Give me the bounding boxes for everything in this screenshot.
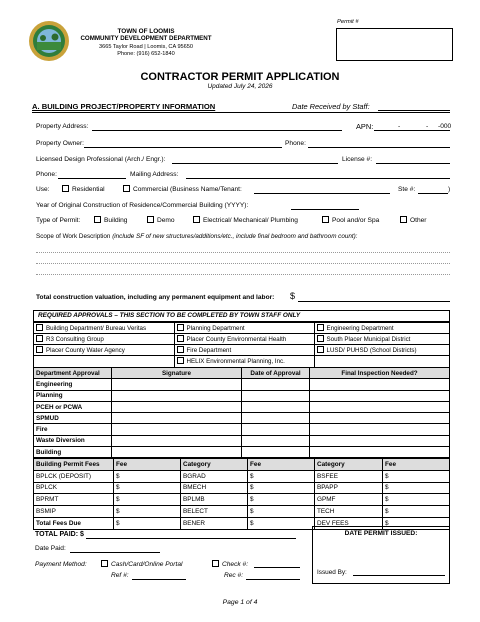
payment-method-label: Payment Method: xyxy=(35,561,87,568)
emp-checkbox[interactable] xyxy=(193,216,200,223)
property-owner-field[interactable] xyxy=(84,147,282,148)
demo-checkbox[interactable] xyxy=(147,216,154,223)
town-name: TOWN OF LOOMIS xyxy=(117,28,175,35)
dept-approval-table: Department Approval Signature Date of Approval Final Inspection Needed? Engineering Planning PCEH or PCWA SPMUD Fire Waste Diversion Building xyxy=(33,367,450,458)
pool-checkbox[interactable] xyxy=(322,216,329,223)
licensed-designer-field[interactable] xyxy=(172,163,338,164)
fees-table: Building Permit Fees Fee Category Fee Category Fee BPLCK (DEPOSIT) $ BGRAD $ BSFEE $ BPLCK $ BMECH $ BPAPP $ BPRMT $ BPLMB $ GPMF $ BSMIP $ BELECT $ TECH $ Total Fees Due $ BENER $ DEV FEES $ xyxy=(33,458,450,530)
mailing-address-field[interactable] xyxy=(186,178,450,179)
agency-checkbox[interactable] xyxy=(36,346,43,353)
table-row: BPRMT $ BPLMB $ GPMF $ xyxy=(34,494,450,506)
dept-address: 3665 Taylor Road | Loomis, CA 95650 xyxy=(98,44,194,50)
ref-field[interactable] xyxy=(132,579,186,580)
date-paid-label: Date Paid: xyxy=(35,545,66,552)
card-checkbox[interactable] xyxy=(101,560,108,567)
approvals-box xyxy=(33,310,450,368)
table-row: SPMUD xyxy=(34,413,450,424)
scope-line-2[interactable] xyxy=(36,263,450,264)
approvals-table: Building Department/ Bureau Veritas Planning Department Engineering Department R3 Consulting Group Placer County Environmental Health South Placer Municipal District Placer County Water Agency Fire Department LUSD/ PUHSD (School Districts) HELIX Environmental Planning, Inc. xyxy=(34,322,449,367)
payment-card-option[interactable]: Cash/Card/Online Portal xyxy=(101,560,182,568)
rec-label: Rec #: xyxy=(224,572,244,579)
valuation-dollar: $ xyxy=(290,291,296,301)
permit-number-label: Permit # xyxy=(337,19,359,25)
permit-type-building[interactable]: Building xyxy=(94,216,127,224)
agency-checkbox[interactable] xyxy=(317,335,324,342)
year-original-field[interactable] xyxy=(291,209,359,210)
license-field[interactable] xyxy=(376,163,450,164)
agency-checkbox[interactable] xyxy=(317,346,324,353)
agency-checkbox[interactable] xyxy=(177,346,184,353)
ste-close: ) xyxy=(448,186,451,193)
rec-field[interactable] xyxy=(246,579,300,580)
permit-type-other[interactable]: Other xyxy=(400,216,427,224)
agency-checkbox[interactable] xyxy=(177,335,184,342)
designer-phone-label: Phone: xyxy=(36,171,57,178)
owner-phone-label: Phone: xyxy=(285,140,306,147)
table-row: Engineering xyxy=(34,379,450,390)
date-received-label: Date Received by Staff: xyxy=(292,102,370,111)
table-row: BPLCK $ BMECH $ BPAPP $ xyxy=(34,482,450,494)
commercial-checkbox[interactable] xyxy=(123,185,130,192)
total-paid-field[interactable] xyxy=(86,538,296,539)
apn-label: APN: xyxy=(356,122,374,131)
use-label: Use: xyxy=(36,186,50,193)
check-number-field[interactable] xyxy=(254,567,300,568)
scope-line-3[interactable] xyxy=(36,274,450,275)
dept-name: COMMUNITY DEVELOPMENT DEPARTMENT xyxy=(80,35,212,42)
year-original-label: Year of Original Construction of Residence/Commercial Building (YYYY): xyxy=(36,202,249,209)
agency-checkbox[interactable] xyxy=(36,335,43,342)
date-issued-box xyxy=(312,526,450,584)
property-owner-label: Property Owner: xyxy=(36,140,85,147)
town-seal-icon xyxy=(28,20,70,62)
table-row: Waste Diversion xyxy=(34,435,450,446)
use-residential[interactable]: Residential xyxy=(62,185,105,193)
licensed-designer-label: Licensed Design Professional (Arch./ Engr.): xyxy=(36,156,166,163)
apn-field[interactable] xyxy=(374,130,450,131)
table-row: Building xyxy=(34,447,450,458)
permit-type-demo[interactable]: Demo xyxy=(147,216,175,224)
mailing-address-label: Mailing Address: xyxy=(130,171,179,178)
designer-phone-field[interactable] xyxy=(58,178,126,179)
scope-line-1[interactable] xyxy=(36,252,450,253)
license-label: License #: xyxy=(342,156,373,163)
agency-checkbox[interactable] xyxy=(36,324,43,331)
table-row: BPLCK (DEPOSIT) $ BGRAD $ BSFEE $ xyxy=(34,470,450,482)
property-address-field[interactable] xyxy=(92,130,342,131)
apn-dash-2: - xyxy=(426,123,429,130)
issued-by-label: Issued By: xyxy=(317,569,347,576)
permit-type-pool[interactable]: Pool and/or Spa xyxy=(322,216,379,224)
table-row: BSMIP $ BELECT $ TECH $ xyxy=(34,506,450,518)
residential-checkbox[interactable] xyxy=(62,185,69,192)
table-row: Total Fees Due $ BENER $ DEV FEES $ xyxy=(34,517,450,529)
page-number: Page 1 of 4 xyxy=(222,599,258,606)
updated-date: Updated July 24, 2026 xyxy=(207,83,273,90)
owner-phone-field[interactable] xyxy=(308,147,450,148)
valuation-label: Total construction valuation, including any permanent equipment and labor: xyxy=(36,294,275,301)
agency-checkbox[interactable] xyxy=(317,324,324,331)
valuation-field[interactable] xyxy=(298,301,450,302)
town-seal-logo xyxy=(28,20,70,62)
type-of-permit-label: Type of Permit: xyxy=(36,217,81,224)
total-paid-label: TOTAL PAID: $ xyxy=(35,531,84,538)
dept-phone: Phone: (916) 652-1840 xyxy=(117,51,175,57)
date-paid-field[interactable] xyxy=(70,552,160,553)
date-issued-label: DATE PERMIT ISSUED: xyxy=(344,530,418,537)
date-received-field[interactable] xyxy=(378,110,450,111)
agency-checkbox[interactable] xyxy=(177,357,184,364)
ste-label: Ste #: xyxy=(398,186,416,193)
business-name-field[interactable] xyxy=(254,193,390,194)
permit-type-emp[interactable]: Electrical/ Mechanical/ Plumbing xyxy=(193,216,298,224)
use-commercial[interactable]: Commercial (Business Name/Tenant: xyxy=(123,185,242,193)
permit-number-box[interactable] xyxy=(336,28,453,61)
other-checkbox[interactable] xyxy=(400,216,407,223)
building-checkbox[interactable] xyxy=(94,216,101,223)
scope-label: Scope of Work Description (include SF of new structures/additions/etc., include final bedroom and bathroom count): xyxy=(36,233,358,240)
check-checkbox[interactable] xyxy=(212,560,219,567)
apn-suffix: -000 xyxy=(438,123,452,130)
table-row: Fire xyxy=(34,424,450,435)
issued-by-field[interactable] xyxy=(353,575,445,576)
ste-field[interactable] xyxy=(418,193,448,194)
section-a-heading: A. BUILDING PROJECT/PROPERTY INFORMATION xyxy=(32,102,216,111)
table-row: PCEH or PCWA xyxy=(34,401,450,412)
agency-checkbox[interactable] xyxy=(177,324,184,331)
ref-label: Ref #: xyxy=(111,572,129,579)
apn-dash-1: - xyxy=(398,123,401,130)
page-title: CONTRACTOR PERMIT APPLICATION xyxy=(140,71,340,83)
table-row: Planning xyxy=(34,390,450,401)
payment-check-option[interactable]: Check #: xyxy=(212,560,248,568)
property-address-label: Property Address: xyxy=(36,123,89,130)
approvals-heading: REQUIRED APPROVALS – THIS SECTION TO BE COMPLETED BY TOWN STAFF ONLY xyxy=(34,311,449,322)
